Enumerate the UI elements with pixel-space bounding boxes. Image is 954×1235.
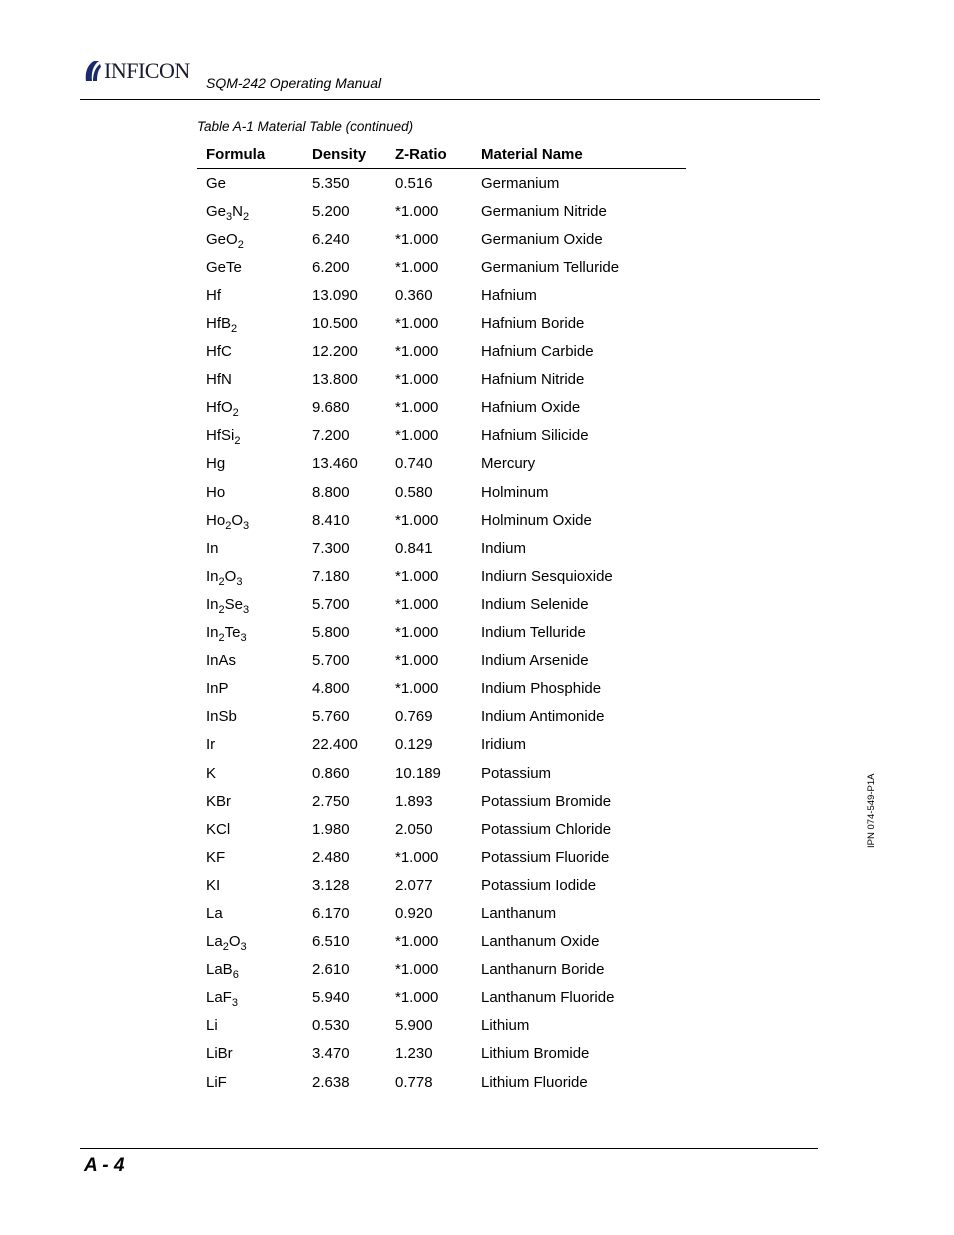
cell-density: 2.480 <box>312 848 350 866</box>
cell-z-ratio: 2.050 <box>395 820 433 838</box>
cell-material-name: Lanthanurn Boride <box>481 961 605 979</box>
cell-material-name: Holminum <box>481 483 549 501</box>
cell-material-name: Hafnium Boride <box>481 315 585 333</box>
cell-density: 7.200 <box>312 427 350 445</box>
cell-formula <box>197 225 312 253</box>
formula-subscript: 6 <box>232 969 239 982</box>
formula-text: LiBr <box>206 1045 233 1063</box>
cell-formula <box>197 703 312 731</box>
cell-material-name: Hafnium Carbide <box>481 343 594 361</box>
formula-subscript: 3 <box>226 210 233 223</box>
cell-z-ratio: *1.000 <box>395 315 439 333</box>
formula-text: K <box>206 764 217 782</box>
cell-material-name: Lithium Fluoride <box>481 1073 588 1091</box>
formula-text: Hf <box>206 286 221 304</box>
table-caption: Table A-1 Material Table (continued) <box>197 119 414 134</box>
cell-z-ratio: 1.893 <box>395 792 433 810</box>
formula-subscript: 2 <box>242 210 250 223</box>
cell-formula <box>197 338 312 366</box>
cell-material-name: Mercury <box>481 455 536 473</box>
footer-divider <box>80 1148 818 1149</box>
table-row <box>197 366 686 394</box>
formula-subscript: 3 <box>236 575 243 588</box>
formula-text: In <box>206 595 219 613</box>
formula-subscript: 2 <box>225 519 232 532</box>
formula-subscript: 3 <box>240 941 247 954</box>
formula-text: O <box>224 567 237 585</box>
cell-z-ratio: 0.740 <box>395 455 433 473</box>
formula-text: HfC <box>206 343 232 361</box>
cell-material-name: Indium Selenide <box>481 595 589 613</box>
cell-density: 2.610 <box>312 961 350 979</box>
cell-density: 5.700 <box>312 652 350 670</box>
cell-density: 3.470 <box>312 1045 350 1063</box>
cell-material-name: Hafnium Silicide <box>481 427 589 445</box>
table-row <box>197 984 686 1012</box>
cell-formula <box>197 899 312 927</box>
cell-density: 10.500 <box>312 315 358 333</box>
formula-text: Ho <box>206 483 226 501</box>
cell-material-name: Germanium Nitride <box>481 202 607 220</box>
table-row <box>197 928 686 956</box>
cell-density: 0.860 <box>312 764 350 782</box>
cell-z-ratio: 5.900 <box>395 1017 433 1035</box>
inficon-logo-icon <box>82 59 102 83</box>
cell-z-ratio: *1.000 <box>395 343 439 361</box>
formula-text: HfB <box>206 315 232 333</box>
formula-text: InP <box>206 680 229 698</box>
cell-material-name: Indium Phosphide <box>481 680 602 698</box>
cell-density: 3.128 <box>312 876 350 894</box>
cell-formula <box>197 478 312 506</box>
cell-formula <box>197 253 312 281</box>
cell-z-ratio: *1.000 <box>395 511 439 529</box>
formula-text: In <box>206 539 219 557</box>
cell-material-name: Indium Arsenide <box>481 652 589 670</box>
table-row <box>197 478 686 506</box>
cell-z-ratio: *1.000 <box>395 961 439 979</box>
cell-z-ratio: *1.000 <box>395 371 439 389</box>
cell-formula <box>197 1012 312 1040</box>
cell-z-ratio: *1.000 <box>395 989 439 1007</box>
cell-material-name: Germanium Oxide <box>481 230 603 248</box>
cell-z-ratio: *1.000 <box>395 680 439 698</box>
cell-z-ratio: *1.000 <box>395 595 439 613</box>
cell-material-name: Potassium Iodide <box>481 876 597 894</box>
cell-formula <box>197 197 312 225</box>
cell-formula <box>197 619 312 647</box>
cell-density: 7.180 <box>312 567 350 585</box>
cell-material-name: Iridium <box>481 736 527 754</box>
cell-material-name: Hafnium <box>481 286 537 304</box>
table-row <box>197 871 686 899</box>
formula-subscript: 2 <box>222 941 229 954</box>
formula-text: In <box>206 567 219 585</box>
column-header-z-ratio: Z-Ratio <box>395 140 481 169</box>
table-row <box>197 450 686 478</box>
cell-material-name: Potassium <box>481 764 552 782</box>
table-row <box>197 590 686 618</box>
cell-density: 2.638 <box>312 1073 350 1091</box>
cell-density: 5.800 <box>312 624 350 642</box>
formula-text: KBr <box>206 792 232 810</box>
cell-material-name: Indium <box>481 539 527 557</box>
formula-text: Ir <box>206 736 216 754</box>
cell-z-ratio: 0.360 <box>395 286 433 304</box>
formula-text: Ge <box>206 174 227 192</box>
cell-formula <box>197 450 312 478</box>
cell-material-name: Lanthanum <box>481 904 557 922</box>
formula-text: La <box>206 904 223 922</box>
cell-formula <box>197 731 312 759</box>
manual-title: SQM-242 Operating Manual <box>206 75 382 91</box>
table-row <box>197 281 686 309</box>
table-row <box>197 731 686 759</box>
cell-material-name: Lithium <box>481 1017 530 1035</box>
formula-text: O <box>228 933 241 951</box>
formula-subscript: 3 <box>243 603 250 616</box>
cell-material-name: Hafnium Oxide <box>481 399 581 417</box>
formula-subscript: 2 <box>237 238 244 251</box>
formula-subscript: 2 <box>232 407 239 420</box>
formula-text: InSb <box>206 708 237 726</box>
formula-subscript: 2 <box>218 632 225 645</box>
cell-z-ratio: 0.920 <box>395 904 433 922</box>
cell-density: 5.200 <box>312 202 350 220</box>
cell-density: 4.800 <box>312 680 350 698</box>
header-divider <box>80 99 820 100</box>
formula-text: KI <box>206 876 221 894</box>
table-row <box>197 843 686 871</box>
cell-density: 2.750 <box>312 792 350 810</box>
table-row <box>197 787 686 815</box>
formula-text: KF <box>206 848 226 866</box>
formula-text: Ge <box>206 202 227 220</box>
cell-material-name: Indium Antimonide <box>481 708 605 726</box>
cell-density: 13.800 <box>312 371 358 389</box>
cell-z-ratio: *1.000 <box>395 258 439 276</box>
cell-formula <box>197 394 312 422</box>
cell-z-ratio: *1.000 <box>395 652 439 670</box>
formula-text: LaF <box>206 989 232 1007</box>
table-row <box>197 422 686 450</box>
material-table <box>197 140 686 1096</box>
cell-z-ratio: 0.778 <box>395 1073 433 1091</box>
formula-text: O <box>231 511 243 529</box>
cell-density: 7.300 <box>312 539 350 557</box>
table-row <box>197 703 686 731</box>
table-row <box>197 619 686 647</box>
formula-text: InAs <box>206 652 237 670</box>
column-header-formula: Formula <box>197 140 312 169</box>
cell-z-ratio: 0.841 <box>395 539 433 557</box>
cell-z-ratio: 0.580 <box>395 483 433 501</box>
cell-formula <box>197 506 312 534</box>
cell-density: 5.940 <box>312 989 350 1007</box>
formula-subscript: 3 <box>240 632 247 645</box>
cell-formula <box>197 422 312 450</box>
cell-formula <box>197 1068 312 1096</box>
cell-formula <box>197 366 312 394</box>
cell-formula <box>197 562 312 590</box>
cell-material-name: Germanium <box>481 174 560 192</box>
table-row <box>197 675 686 703</box>
formula-subscript: 2 <box>218 603 225 616</box>
cell-formula <box>197 534 312 562</box>
table-row <box>197 759 686 787</box>
table-row <box>197 197 686 225</box>
cell-material-name: Potassium Bromide <box>481 792 612 810</box>
cell-density: 5.760 <box>312 708 350 726</box>
table-row <box>197 225 686 253</box>
formula-subscript: 3 <box>231 997 238 1010</box>
cell-density: 9.680 <box>312 399 350 417</box>
cell-formula <box>197 928 312 956</box>
cell-formula <box>197 759 312 787</box>
cell-formula <box>197 956 312 984</box>
cell-z-ratio: 0.129 <box>395 736 433 754</box>
cell-z-ratio: *1.000 <box>395 567 439 585</box>
cell-density: 5.700 <box>312 595 350 613</box>
formula-subscript: 2 <box>218 575 225 588</box>
table-row <box>197 506 686 534</box>
table-row <box>197 394 686 422</box>
cell-z-ratio: *1.000 <box>395 230 439 248</box>
cell-material-name: Hafnium Nitride <box>481 371 585 389</box>
cell-formula <box>197 984 312 1012</box>
table-row <box>197 899 686 927</box>
column-header-material-name: Material Name <box>481 140 686 169</box>
cell-density: 6.170 <box>312 904 350 922</box>
cell-material-name: Potassium Chloride <box>481 820 612 838</box>
column-header-density: Density <box>312 140 395 169</box>
formula-subscript: 3 <box>242 519 250 532</box>
table-row <box>197 1012 686 1040</box>
table-body <box>197 169 686 1097</box>
cell-material-name: Lithium Bromide <box>481 1045 590 1063</box>
cell-formula <box>197 815 312 843</box>
cell-density: 8.410 <box>312 511 350 529</box>
table-row <box>197 1068 686 1096</box>
cell-z-ratio: *1.000 <box>395 933 439 951</box>
table-row <box>197 1040 686 1068</box>
table-row <box>197 562 686 590</box>
table-row <box>197 647 686 675</box>
formula-text: GeTe <box>206 258 242 276</box>
formula-text: HfN <box>206 371 232 389</box>
formula-text: HfO <box>206 399 233 417</box>
table-row <box>197 956 686 984</box>
cell-formula <box>197 309 312 337</box>
formula-text: Li <box>206 1017 218 1035</box>
cell-density: 6.510 <box>312 933 350 951</box>
page-number: A - 4 <box>84 1155 125 1176</box>
cell-z-ratio: 2.077 <box>395 876 433 894</box>
formula-text: In <box>206 624 219 642</box>
cell-density: 6.200 <box>312 258 350 276</box>
cell-density: 0.530 <box>312 1017 350 1035</box>
cell-z-ratio: *1.000 <box>395 202 439 220</box>
cell-density: 6.240 <box>312 230 350 248</box>
formula-text: Se <box>224 595 243 613</box>
cell-z-ratio: *1.000 <box>395 848 439 866</box>
inficon-logo <box>82 58 190 84</box>
cell-material-name: Holminum Oxide <box>481 511 592 529</box>
table-row <box>197 338 686 366</box>
formula-subscript: 2 <box>231 323 238 336</box>
cell-material-name: Lanthanum Fluoride <box>481 989 615 1007</box>
table-row <box>197 169 686 198</box>
cell-formula <box>197 787 312 815</box>
cell-formula <box>197 843 312 871</box>
cell-material-name: Indiurn Sesquioxide <box>481 567 613 585</box>
cell-material-name: Potassium Fluoride <box>481 848 610 866</box>
brand-name: INFICON <box>104 58 190 83</box>
cell-density: 22.400 <box>312 736 358 754</box>
cell-material-name: Germanium Telluride <box>481 258 620 276</box>
cell-material-name: Indium Telluride <box>481 624 586 642</box>
document-ipn-label: IPN 074-549-P1A <box>866 773 877 848</box>
cell-formula <box>197 281 312 309</box>
cell-density: 13.090 <box>312 286 358 304</box>
cell-z-ratio: *1.000 <box>395 427 439 445</box>
formula-text: Hg <box>206 455 226 473</box>
cell-formula <box>197 871 312 899</box>
cell-formula <box>197 590 312 618</box>
table-row <box>197 309 686 337</box>
cell-formula <box>197 675 312 703</box>
formula-text: La <box>206 933 223 951</box>
cell-z-ratio: 0.769 <box>395 708 433 726</box>
cell-density: 12.200 <box>312 343 358 361</box>
cell-formula <box>197 1040 312 1068</box>
cell-material-name: Lanthanum Oxide <box>481 933 600 951</box>
table-row <box>197 253 686 281</box>
formula-text: HfSi <box>206 427 235 445</box>
cell-z-ratio: *1.000 <box>395 399 439 417</box>
formula-text: LaB <box>206 961 233 979</box>
cell-density: 8.800 <box>312 483 350 501</box>
formula-text: LiF <box>206 1073 227 1091</box>
cell-density: 5.350 <box>312 174 350 192</box>
formula-text: KCl <box>206 820 231 838</box>
formula-text: N <box>232 202 243 220</box>
table-row <box>197 815 686 843</box>
formula-text: Te <box>224 624 241 642</box>
cell-density: 1.980 <box>312 820 350 838</box>
cell-z-ratio: 0.516 <box>395 174 433 192</box>
cell-z-ratio: 1.230 <box>395 1045 433 1063</box>
cell-density: 13.460 <box>312 455 358 473</box>
table-row <box>197 534 686 562</box>
formula-text: Ho <box>206 511 226 529</box>
cell-formula <box>197 169 312 198</box>
cell-z-ratio: *1.000 <box>395 624 439 642</box>
formula-subscript: 2 <box>234 435 241 448</box>
formula-text: GeO <box>206 230 238 248</box>
cell-formula <box>197 647 312 675</box>
cell-z-ratio: 10.189 <box>395 764 441 782</box>
table-header-row <box>197 140 686 169</box>
